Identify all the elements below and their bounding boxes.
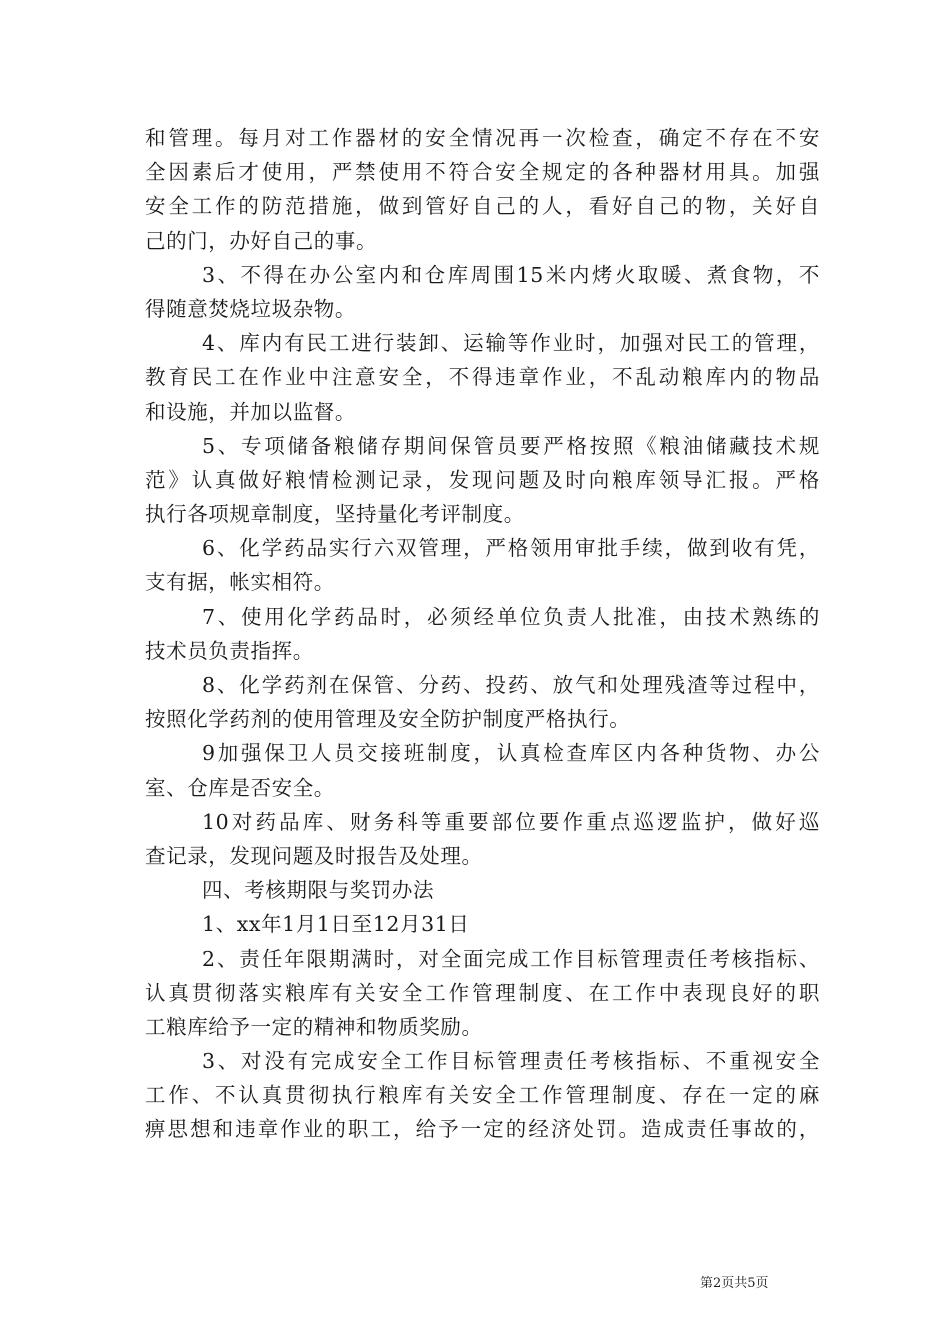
- text-line: 4、库内有民工进行装卸、运输等作业时，加强对民工的管理，: [202, 331, 820, 356]
- text-line: 执行各项规章制度，坚持量化考评制度。: [145, 502, 525, 527]
- document-body: [145, 121, 820, 1147]
- text-line: 7、使用化学药品时，必须经单位负责人批准，由技术熟练的: [202, 604, 820, 629]
- text-line: 8、化学药剂在保管、分药、投药、放气和处理残渣等过程中，: [202, 673, 820, 697]
- text-line: 工作、不认真贯彻执行粮库有关安全工作管理制度、存在一定的麻: [145, 1083, 820, 1108]
- text-line: 教育民工在作业中注意安全，不得违章作业，不乱动粮库内的物品: [145, 365, 820, 390]
- text-line: 和管理。每月对工作器材的安全情况再一次检查，确定不存在不安: [145, 126, 820, 150]
- text-line: 技术员负责指挥。: [145, 638, 314, 663]
- page-number: 第2页共5页: [700, 1276, 769, 1291]
- text-line: 支有据，帐实相符。: [145, 570, 335, 595]
- text-line: 10对药品库、财务科等重要部位要作重点巡逻监护，做好巡: [202, 809, 820, 834]
- text-line: 查记录，发现问题及时报告及处理。: [145, 843, 483, 868]
- text-line: 痹思想和违章作业的职工，给予一定的经济处罚。造成责任事故的，: [145, 1117, 820, 1142]
- text-line: 1、xx年1月1日至12月31日: [202, 912, 470, 937]
- text-line: 按照化学药剂的使用管理及安全防护制度严格执行。: [145, 707, 631, 732]
- section-heading: 四、考核期限与奖罚办法: [202, 878, 435, 903]
- text-line: 得随意焚烧垃圾杂物。: [145, 296, 356, 321]
- text-line: 工粮库给予一定的精神和物质奖励。: [145, 1014, 483, 1039]
- text-line: 和设施，并加以监督。: [145, 399, 356, 424]
- text-line: 认真贯彻落实粮库有关安全工作管理制度、在工作中表现良好的职: [145, 980, 820, 1005]
- text-line: 5、专项储备粮储存期间保管员要严格按照《粮油储藏技术规: [202, 433, 820, 458]
- text-line: 9加强保卫人员交接班制度，认真检查库区内各种货物、办公: [202, 741, 820, 766]
- text-line: 6、化学药品实行六双管理，严格领用审批手续，做到收有凭，: [202, 536, 820, 561]
- text-line: 室、仓库是否安全。: [145, 775, 335, 800]
- text-line: 3、不得在办公室内和仓库周围15米内烤火取暖、煮食物，不: [202, 262, 820, 287]
- text-line: 范》认真做好粮情检测记录，发现问题及时向粮库领导汇报。严格: [145, 467, 820, 492]
- text-line: 3、对没有完成安全工作目标管理责任考核指标、不重视安全: [202, 1049, 820, 1074]
- text-line: 安全工作的防范措施，做到管好自己的人，看好自己的物，关好自: [145, 194, 820, 219]
- text-line: 己的门，办好自己的事。: [145, 228, 378, 253]
- text-line: 全因素后才使用，严禁使用不符合安全规定的各种器材用具。加强: [145, 160, 820, 185]
- text-line: 2、责任年限期满时，对全面完成工作目标管理责任考核指标、: [202, 946, 820, 971]
